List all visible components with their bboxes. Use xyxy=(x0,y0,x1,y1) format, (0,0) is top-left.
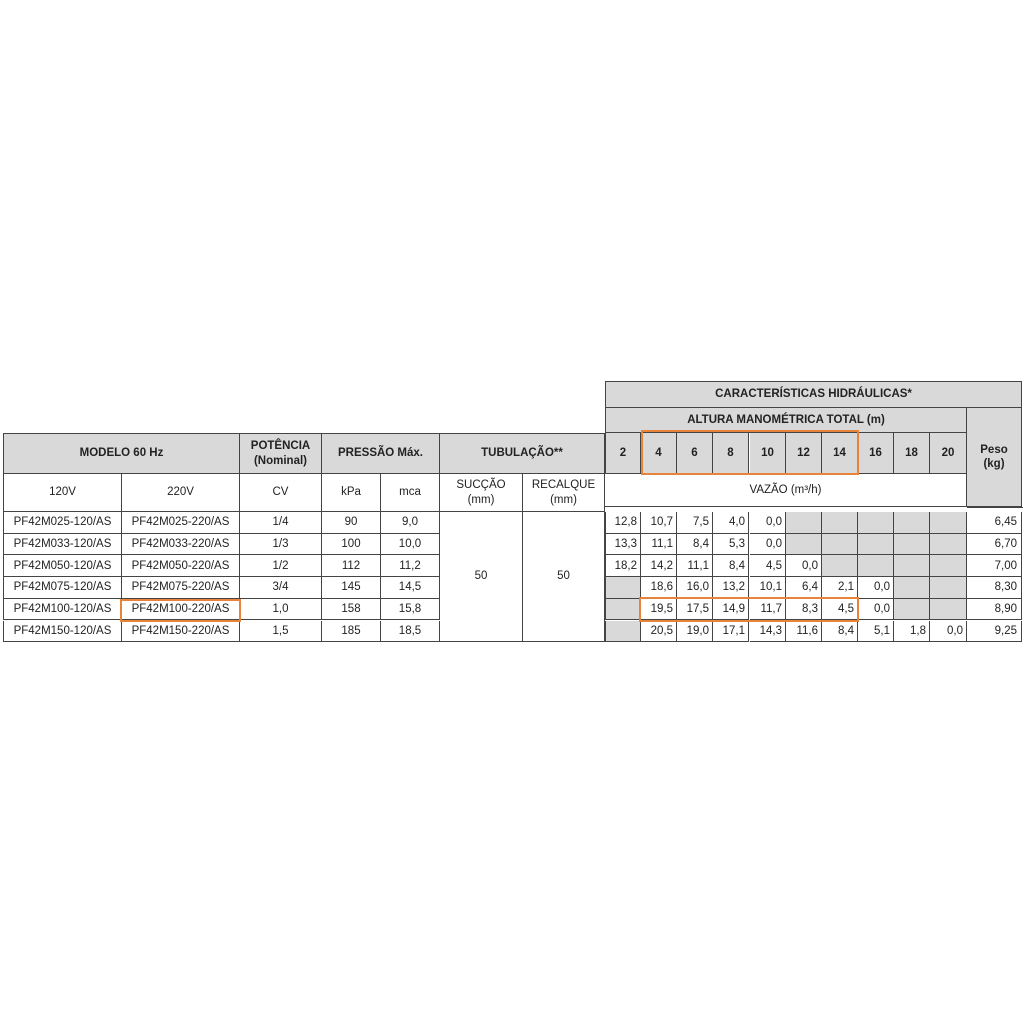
pressao-mca: 18,5 xyxy=(381,621,440,643)
peso-value: 6,45 xyxy=(967,512,1022,534)
potencia-cv: 3/4 xyxy=(240,577,322,599)
flow-cell: 11,1 xyxy=(641,534,677,556)
flow-cell: 11,1 xyxy=(677,555,713,577)
header-caracteristicas: CARACTERÍSTICAS HIDRÁULICAS* xyxy=(605,381,1022,408)
potencia-cv: 1,0 xyxy=(240,599,322,621)
subheader-cv: CV xyxy=(240,474,322,512)
succao-value: 50 xyxy=(440,512,523,642)
model-120v: PF42M050-120/AS xyxy=(3,555,122,577)
subheader-mca: mca xyxy=(381,474,440,512)
potencia-cv: 1/3 xyxy=(240,534,322,556)
flow-cell: 0,0 xyxy=(858,599,894,621)
header-peso: Peso (kg) xyxy=(967,408,1022,507)
flow-cell: 5,1 xyxy=(858,621,894,643)
subheader-vazao: VAZÃO (m³/h) xyxy=(605,474,967,507)
header-pressao: PRESSÃO Máx. xyxy=(322,433,440,474)
flow-cell: 4,5 xyxy=(822,599,858,621)
peso-value: 8,30 xyxy=(967,577,1022,599)
model-220v: PF42M100-220/AS xyxy=(122,599,240,621)
flow-cell xyxy=(858,512,894,534)
model-120v: PF42M033-120/AS xyxy=(3,534,122,556)
flow-cell xyxy=(894,555,930,577)
pressao-kpa: 100 xyxy=(322,534,381,556)
peso-value: 8,90 xyxy=(967,599,1022,621)
potencia-cv: 1,5 xyxy=(240,621,322,643)
flow-cell xyxy=(822,534,858,556)
flow-cell xyxy=(930,534,967,556)
pressao-mca: 11,2 xyxy=(381,555,440,577)
model-220v: PF42M033-220/AS xyxy=(122,534,240,556)
flow-cell: 16,0 xyxy=(677,577,713,599)
header-height-20: 20 xyxy=(930,433,967,474)
flow-cell xyxy=(605,621,641,643)
flow-cell xyxy=(930,555,967,577)
flow-cell: 13,3 xyxy=(605,534,641,556)
flow-cell: 13,2 xyxy=(713,577,749,599)
header-height-12: 12 xyxy=(786,433,822,474)
flow-cell: 19,5 xyxy=(641,599,677,621)
header-height-18: 18 xyxy=(894,433,930,474)
flow-cell xyxy=(786,512,822,534)
flow-cell: 4,5 xyxy=(750,555,786,577)
flow-cell: 20,5 xyxy=(641,621,677,643)
subheader-succao: SUCÇÃO (mm) xyxy=(440,474,523,512)
model-120v: PF42M075-120/AS xyxy=(3,577,122,599)
flow-cell: 18,6 xyxy=(641,577,677,599)
flow-cell: 0,0 xyxy=(750,512,786,534)
flow-cell xyxy=(858,555,894,577)
flow-cell: 10,1 xyxy=(750,577,786,599)
flow-cell xyxy=(822,512,858,534)
flow-cell: 14,3 xyxy=(750,621,786,643)
flow-cell: 5,3 xyxy=(713,534,749,556)
potencia-cv: 1/4 xyxy=(240,512,322,534)
pressao-kpa: 90 xyxy=(322,512,381,534)
pressao-kpa: 145 xyxy=(322,577,381,599)
header-height-10: 10 xyxy=(750,433,786,474)
model-120v: PF42M150-120/AS xyxy=(3,621,122,643)
flow-cell xyxy=(930,599,967,621)
flow-cell xyxy=(894,599,930,621)
peso-value: 6,70 xyxy=(967,534,1022,556)
recalque-value: 50 xyxy=(523,512,605,642)
flow-cell: 8,4 xyxy=(713,555,749,577)
pressao-mca: 10,0 xyxy=(381,534,440,556)
flow-cell xyxy=(786,534,822,556)
header-height-14: 14 xyxy=(822,433,858,474)
flow-cell: 1,8 xyxy=(894,621,930,643)
header-height-4: 4 xyxy=(641,433,677,474)
subheader-kpa: kPa xyxy=(322,474,381,512)
pressao-mca: 14,5 xyxy=(381,577,440,599)
flow-cell xyxy=(858,534,894,556)
flow-cell: 6,4 xyxy=(786,577,822,599)
subheader-220v: 220V xyxy=(122,474,240,512)
potencia-cv: 1/2 xyxy=(240,555,322,577)
flow-cell xyxy=(894,512,930,534)
peso-value: 9,25 xyxy=(967,621,1022,643)
flow-cell: 8,3 xyxy=(786,599,822,621)
peso-value: 7,00 xyxy=(967,555,1022,577)
flow-cell: 18,2 xyxy=(605,555,641,577)
model-220v: PF42M050-220/AS xyxy=(122,555,240,577)
model-220v: PF42M025-220/AS xyxy=(122,512,240,534)
flow-cell xyxy=(894,534,930,556)
flow-cell xyxy=(930,577,967,599)
pressao-mca: 15,8 xyxy=(381,599,440,621)
flow-cell xyxy=(605,577,641,599)
flow-cell: 8,4 xyxy=(677,534,713,556)
flow-cell xyxy=(822,555,858,577)
model-220v: PF42M075-220/AS xyxy=(122,577,240,599)
header-height-8: 8 xyxy=(713,433,749,474)
flow-cell: 19,0 xyxy=(677,621,713,643)
model-220v: PF42M150-220/AS xyxy=(122,621,240,643)
flow-cell: 4,0 xyxy=(713,512,749,534)
flow-cell: 0,0 xyxy=(750,534,786,556)
pressao-mca: 9,0 xyxy=(381,512,440,534)
flow-cell: 17,1 xyxy=(713,621,749,643)
flow-cell: 7,5 xyxy=(677,512,713,534)
header-altura: ALTURA MANOMÉTRICA TOTAL (m) xyxy=(605,408,967,433)
flow-cell xyxy=(605,599,641,621)
header-height-6: 6 xyxy=(677,433,713,474)
flow-cell: 0,0 xyxy=(930,621,967,643)
flow-cell: 2,1 xyxy=(822,577,858,599)
pressao-kpa: 185 xyxy=(322,621,381,643)
model-120v: PF42M100-120/AS xyxy=(3,599,122,621)
flow-cell: 14,2 xyxy=(641,555,677,577)
flow-cell: 0,0 xyxy=(786,555,822,577)
flow-cell: 10,7 xyxy=(641,512,677,534)
subheader-recalque: RECALQUE (mm) xyxy=(523,474,605,512)
header-tubulacao: TUBULAÇÃO** xyxy=(440,433,605,474)
flow-cell: 11,6 xyxy=(786,621,822,643)
header-height-16: 16 xyxy=(858,433,894,474)
flow-cell xyxy=(930,512,967,534)
flow-cell xyxy=(894,577,930,599)
flow-cell: 11,7 xyxy=(750,599,786,621)
flow-cell: 0,0 xyxy=(858,577,894,599)
model-120v: PF42M025-120/AS xyxy=(3,512,122,534)
pressao-kpa: 158 xyxy=(322,599,381,621)
header-height-2: 2 xyxy=(605,433,641,474)
subheader-120v: 120V xyxy=(3,474,122,512)
pressao-kpa: 112 xyxy=(322,555,381,577)
flow-cell: 14,9 xyxy=(713,599,749,621)
flow-cell: 8,4 xyxy=(822,621,858,643)
header-potencia: POTÊNCIA (Nominal) xyxy=(240,433,322,474)
flow-cell: 17,5 xyxy=(677,599,713,621)
header-modelo: MODELO 60 Hz xyxy=(3,433,240,474)
flow-cell: 12,8 xyxy=(605,512,641,534)
